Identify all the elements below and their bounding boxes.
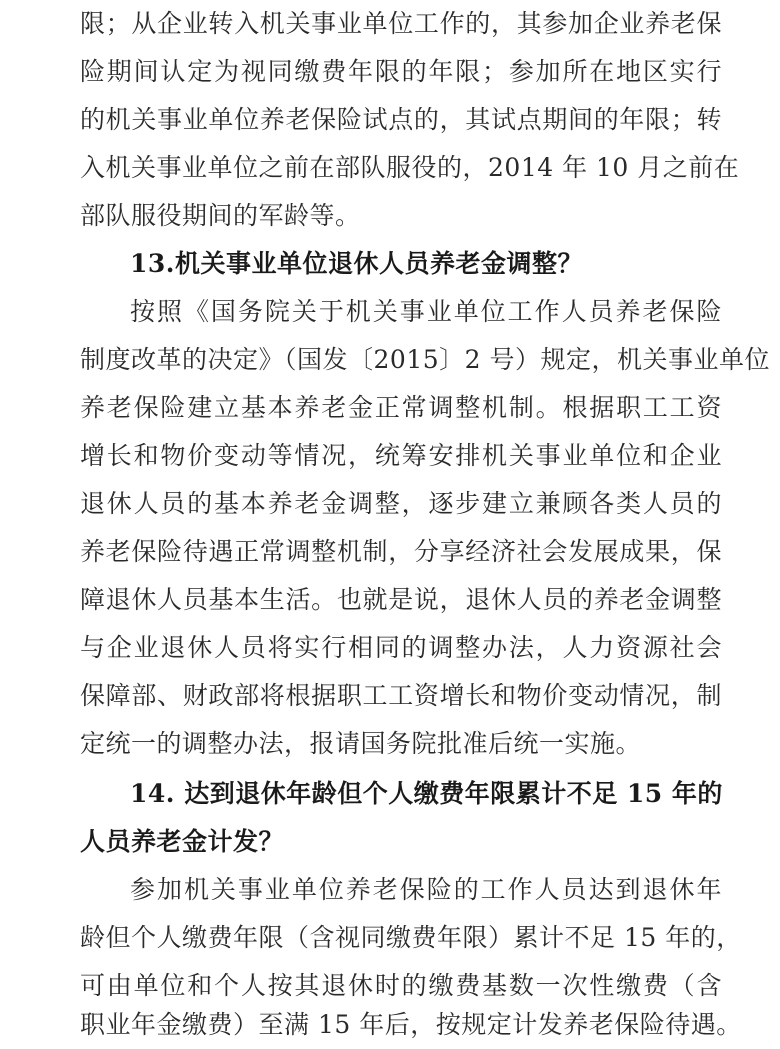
paragraph-line: 养老保险待遇正常调整机制，分享经济社会发展成果，保 xyxy=(80,537,722,566)
paragraph-line: 定统一的调整办法，报请国务院批准后统一实施。 xyxy=(80,729,642,758)
paragraph-line: 限；从企业转入机关事业单位工作的，其参加企业养老保 xyxy=(80,9,722,38)
section-heading-13: 13.机关事业单位退休人员养老金调整？ xyxy=(130,249,583,278)
paragraph-line: 的机关事业单位养老保险试点的，其试点期间的年限；转 xyxy=(80,105,722,134)
paragraph-line: 按照《国务院关于机关事业单位工作人员养老保险 xyxy=(130,297,722,326)
paragraph-line: 保障部、财政部将根据职工工资增长和物价变动情况，制 xyxy=(80,681,722,710)
paragraph-line: 职业年金缴费）至满 15 年后，按规定计发养老保险待遇。 xyxy=(80,1010,742,1039)
paragraph-line: 制度改革的决定》（国发〔2015〕2 号）规定，机关事业单位 xyxy=(80,345,770,374)
paragraph-line: 增长和物价变动等情况，统筹安排机关事业单位和企业 xyxy=(80,441,722,470)
paragraph-line: 入机关事业单位之前在部队服役的，2014 年 10 月之前在 xyxy=(80,153,740,182)
section-heading-14-cont: 人员养老金计发？ xyxy=(80,827,285,856)
paragraph-line: 险期间认定为视同缴费年限的年限；参加所在地区实行 xyxy=(80,57,722,86)
paragraph-line: 养老保险建立基本养老金正常调整机制。根据职工工资 xyxy=(80,393,722,422)
paragraph-line: 障退休人员基本生活。也就是说，退休人员的养老金调整 xyxy=(80,585,722,614)
section-heading-14: 14. 达到退休年龄但个人缴费年限累计不足 15 年的 xyxy=(130,779,723,808)
paragraph-line: 与企业退休人员将实行相同的调整办法，人力资源社会 xyxy=(80,633,722,662)
paragraph-line: 可由单位和个人按其退休时的缴费基数一次性缴费（含 xyxy=(80,971,722,1000)
paragraph-line: 龄但个人缴费年限（含视同缴费年限）累计不足 15 年的， xyxy=(80,923,742,952)
paragraph-line: 部队服役期间的军龄等。 xyxy=(80,201,361,230)
paragraph-line: 退休人员的基本养老金调整，逐步建立兼顾各类人员的 xyxy=(80,489,722,518)
paragraph-line: 参加机关事业单位养老保险的工作人员达到退休年 xyxy=(130,875,722,904)
